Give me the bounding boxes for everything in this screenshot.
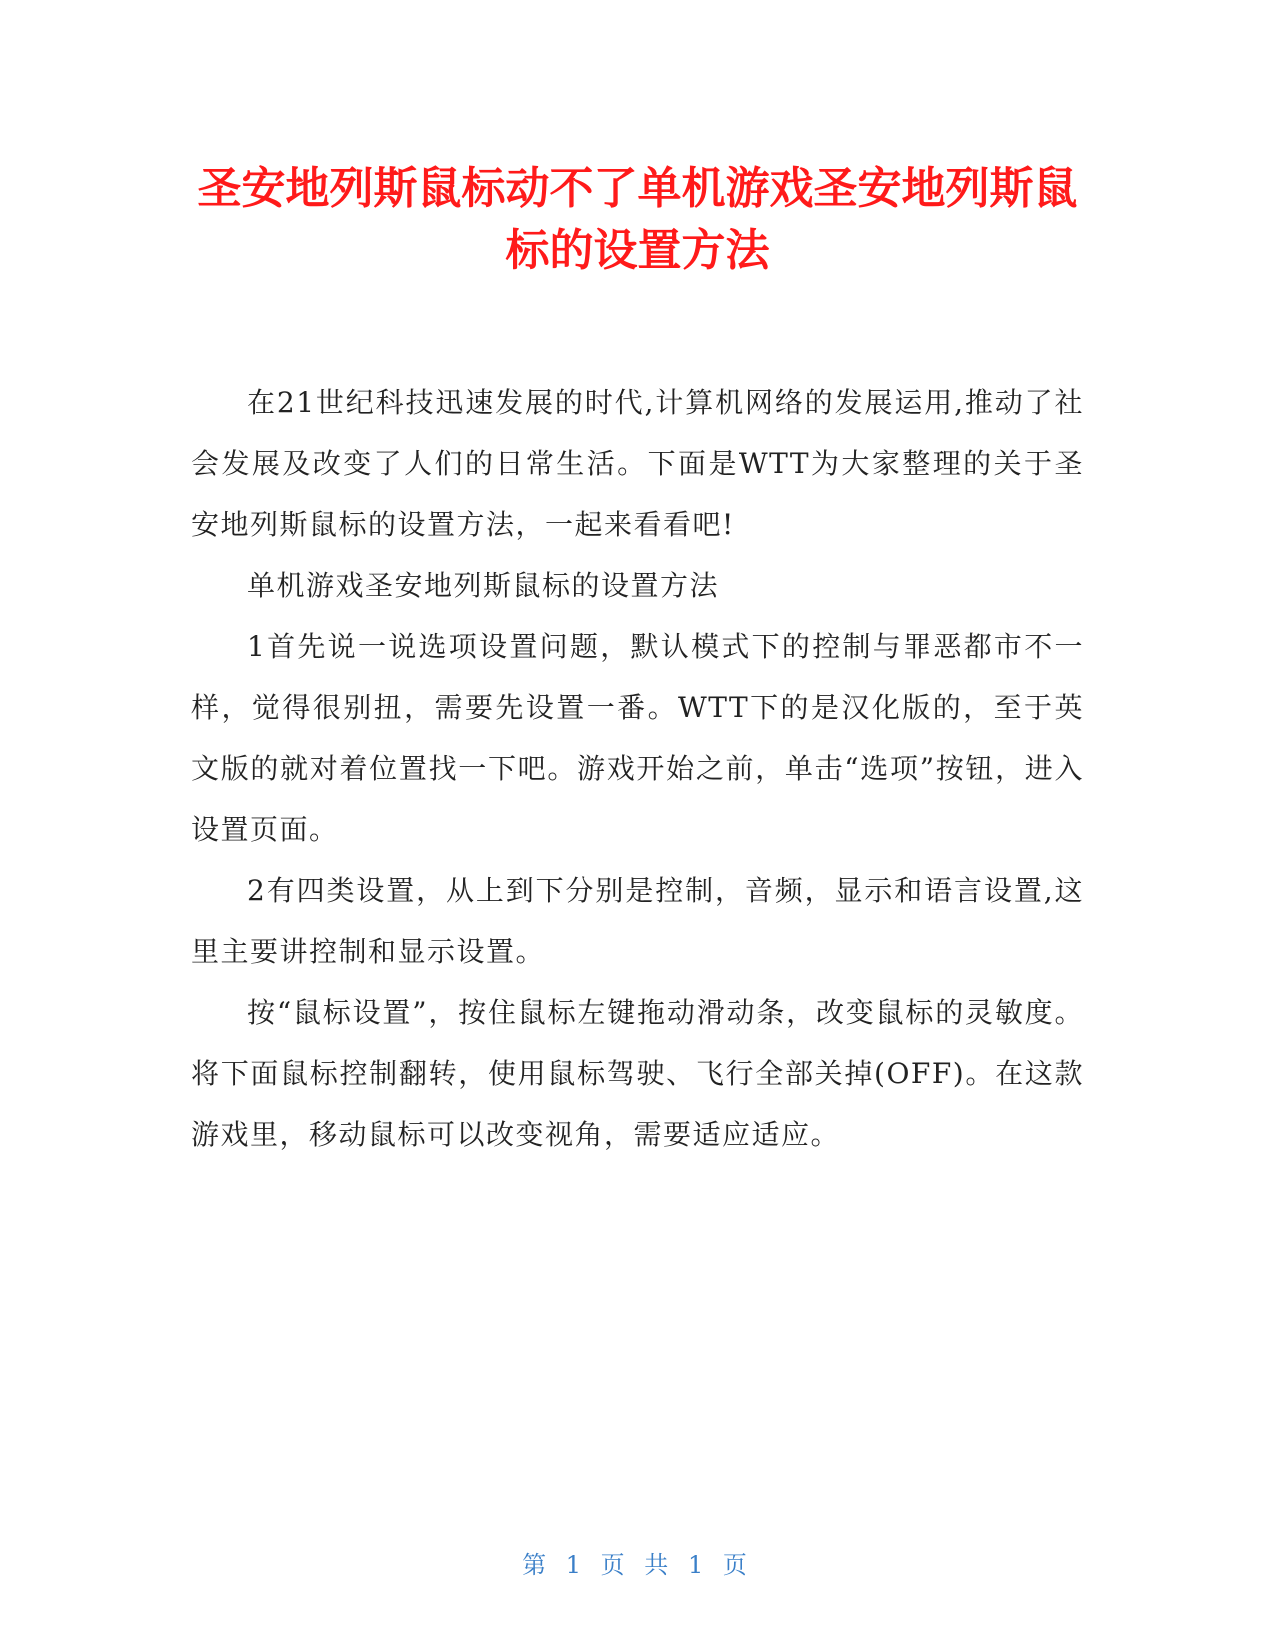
document-body bbox=[191, 372, 1084, 1165]
paragraph-step-1: 1首先说一说选项设置问题，默认模式下的控制与罪恶都市不一样，觉得很别扭，需要先设置一番。WTT下的是汉化版的，至于英文版的就对着位置找一下吧。游戏开始之前，单击“选项”按钮，进入设置页面。 bbox=[191, 630, 1084, 846]
paragraph-intro: 在21世纪科技迅速发展的时代,计算机网络的发展运用,推动了社会发展及改变了人们的日常生活。下面是WTT为大家整理的关于圣安地列斯鼠标的设置方法，一起来看看吧! bbox=[191, 386, 1084, 541]
paragraph-step-2: 2有四类设置，从上到下分别是控制，音频，显示和语言设置,这里主要讲控制和显示设置。 bbox=[191, 874, 1084, 968]
paragraph-subheading: 单机游戏圣安地列斯鼠标的设置方法 bbox=[247, 569, 720, 602]
page-footer: 第 1 页 共 1 页 bbox=[522, 1551, 753, 1579]
paragraph-mouse-settings: 按“鼠标设置”，按住鼠标左键拖动滑动条，改变鼠标的灵敏度。将下面鼠标控制翻转，使用鼠标驾驶、飞行全部关掉(OFF)。在这款游戏里，移动鼠标可以改变视角，需要适应适应。 bbox=[191, 996, 1084, 1151]
document-title: 圣安地列斯鼠标动不了单机游戏圣安地列斯鼠标的设置方法 bbox=[197, 163, 1078, 276]
